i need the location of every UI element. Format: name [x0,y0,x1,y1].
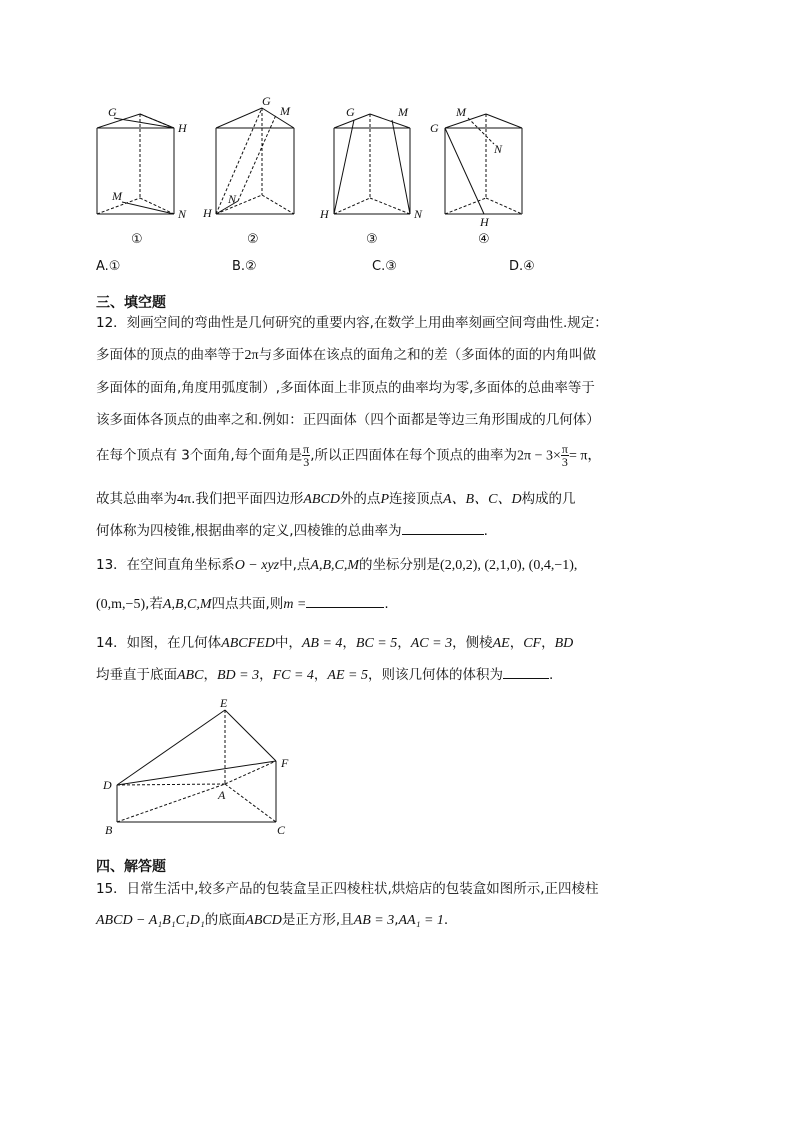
q12-line4: 该多面体各顶点的曲率之和.例如：正四面体（四个面都是等边三角形围成的几何体） [96,412,600,428]
q14-solid-figure [100,696,300,841]
answer-blank-q14[interactable] [503,666,549,679]
prism-figure-3 [318,98,423,228]
section-title-fill-blank: 三、填空题 [96,295,166,311]
option-d[interactable]: D.④ [509,259,535,274]
label-h: H [320,207,329,221]
label-n: N [414,207,423,221]
label-g: G [346,105,355,119]
label-c: C [277,823,286,837]
fraction-pi-over-3: $\frac{\pi}{3}$ [303,442,310,469]
label-h: H [480,215,489,229]
label-f: F [281,756,289,770]
answer-blank-q13[interactable] [306,595,384,608]
label-m: M [112,189,122,203]
option-a[interactable]: A.① [96,259,121,274]
label-m: M [280,104,290,118]
label-h: H [178,121,187,135]
option-b[interactable]: B.② [232,259,257,274]
q12-line6: 故其总曲率为4π.我们把平面四边形ABCD外的点P连接顶点A、B、C、D构成的几 [96,491,576,507]
label-g: G [430,121,439,135]
q12-line3: 多面体的面角,角度用弧度制）,多面体面上非顶点的曲率均为零,多面体的总曲率等于 [96,380,595,396]
q15-line1: 15．日常生活中,较多产品的包装盒呈正四棱柱状,烘焙店的包装盒如图所示,正四棱柱 [96,881,599,897]
label-g: G [108,105,117,119]
label-b: B [105,823,113,837]
prism-figure-1 [92,98,192,228]
q12-line1: 12．刻画空间的弯曲性是几何研究的重要内容,在数学上用曲率刻画空间弯曲性.规定： [96,315,608,331]
label-d: D [103,778,112,792]
label-n: N [228,192,237,206]
figure-label-4: ④ [478,232,490,247]
q12-line2: 多面体的顶点的曲率等于2π与多面体在该点的面角之和的差（多面体的面的内角叫做 [96,347,597,363]
label-m: M [456,105,466,119]
figure-label-2: ② [247,232,259,247]
option-c[interactable]: C.③ [372,259,397,274]
q14-line1: 14．如图，在几何体ABCFED中，AB = 4，BC = 5，AC = 3，侧棱AE，CF，BD [96,635,574,651]
label-a: A [218,788,226,802]
label-n: N [494,142,503,156]
q14-line2: 均垂直于底面ABC，BD = 3，FC = 4，AE = 5，则该几何体的体积为 . [96,667,554,683]
label-h: H [203,206,212,220]
label-m: M [398,105,408,119]
prism-figure-4 [428,98,528,228]
figure-label-1: ① [131,232,143,247]
answer-blank-q12[interactable] [402,522,484,535]
label-e: E [220,696,228,710]
label-n: N [178,207,187,221]
q12-line7: 何体称为四棱锥,根据曲率的定义,四棱锥的总曲率为 . [96,523,488,539]
q13-line1: 13．在空间直角坐标系O − xyz中,点A,B,C,M的坐标分别是(2,0,2), (2,1,0), (0,4,−1), [96,557,578,573]
q12-line5: 在每个顶点有 3个面角,每个面角是 $\frac{\pi}{3}$ ,所以正四面体在每个顶点的曲率为2π − 3× $\frac{\pi}{3}$ = π， [96,442,602,469]
label-g: G [262,94,271,108]
q15-line2: ABCD − A₁B₁C₁D₁的底面ABCD是正方形,且AB = 3,AA₁ = 1. [96,912,449,928]
section-title-answer: 四、解答题 [96,859,166,875]
prism-figure-2 [202,95,302,225]
figure-label-3: ③ [366,232,378,247]
q13-line2: (0,m,−5),若A,B,C,M四点共面,则m = . [96,596,389,612]
